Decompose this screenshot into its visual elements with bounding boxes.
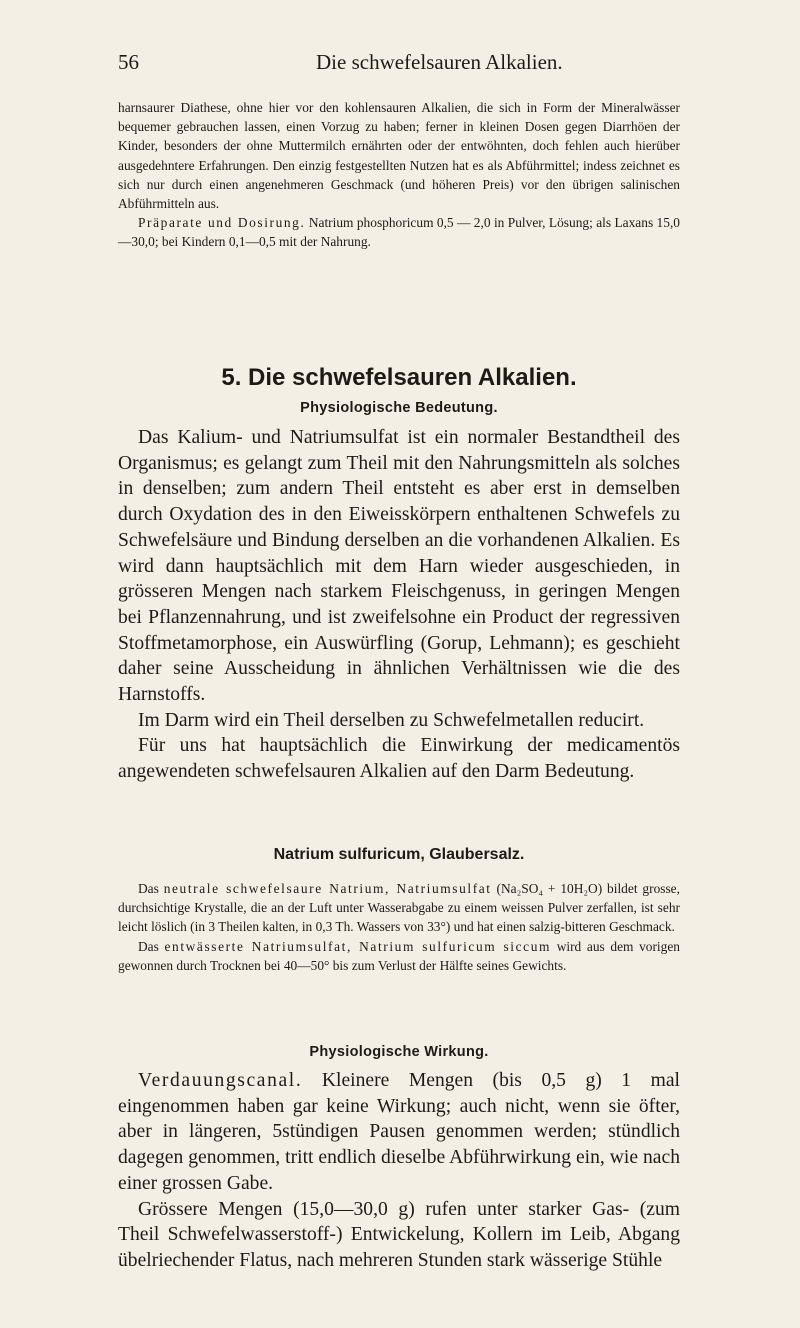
intro-text (118, 98, 680, 252)
natrium-paragraph (118, 937, 680, 975)
page-header (118, 50, 678, 80)
lead-word: Das (138, 881, 159, 896)
paragraph: Das Kalium- und Natriumsulfat ist ein normaler Bestandtheil des Organismus; es gelangt zum Theil mit den Nahrungsmitteln als solches in denselben; zum andern Theil entsteht es aber erst in demselben durch Oxydation des in den Eiweisskörpern enthaltenen Schwefels zu Schwefelsäure und Bindung derselben an die vorhandenen Alkalien. Es wird dann hauptsächlich mit dem Harn wieder ausgeschieden, in grösseren Mengen nach starkem Fleischgenuss, in geringen Mengen bei Pflanzennahrung, und ist zweifelsohne ein Product der regressiven Stoffmetamorphose, ein Auswürfling (Gorup, Lehmann); es geschieht daher seine Ausscheidung in ähnlichen Verhältnissen wie die des Harnstoffs. (118, 427, 680, 706)
paragraph: Grössere Mengen (15,0—30,0 g) rufen unter starker Gas- (zum Theil Schwefelwasserstoff-) Entwickelung, Kollern im Leib, Abgang übelriechender Flatus, nach mehreren Stunden stark wässerige Stühle (118, 1198, 680, 1271)
intro-paragraph: harnsaurer Diathese, ohne hier vor den kohlensauren Alkalien, die sich in Form der Mineralwässer bequemer gebrauchen lassen, einen Vorzug zu haben; ferner in kleinen Dosen gegen Diarrhöen der Kinder, besonders der ohne Muttermilch ernährten oder der entwöhnten, doch fehlen auch hierüber ausgedehntere Erfahrungen. Den einzig festgestellten Nutzen hat es als Abführmittel; indess zeichnet es sich nur durch einen angenehmeren Geschmack (und höheren Preis) vor den übrigen salinischen Abführmitteln aus. (118, 100, 680, 212)
body-text: wird aus dem vorigen gewonnen durch Trocknen bei 40—50° bis zum Verlust der Hälfte seines Gewichts. (118, 938, 680, 973)
natrium-text (118, 879, 680, 975)
praeparate-paragraph (118, 213, 680, 251)
sub-heading-physiologische-bedeutung: Physiologische Bedeutung. (300, 400, 498, 416)
praeparate-text: Natrium phosphoricum 0,5 — 2,0 in Pulver, Lösung; als Laxans 15,0—30,0; bei Kindern 0,1—0,5 mit der Nahrung. (118, 215, 680, 250)
running-title: Die schwefelsauren Alkalien. (316, 50, 563, 74)
wirkung-label: Verdauungscanal. (138, 1070, 303, 1091)
natrium-paragraph (118, 879, 680, 937)
natrium-heading: Natrium sulfuricum, Glaubersalz. (273, 846, 525, 863)
spaced-term: entwässerte Natriumsulfat, Natrium sulfuricum siccum (164, 938, 552, 954)
lead-word: Das (138, 938, 159, 954)
spaced-term: neutrale schwefelsaure Natrium, Natriumsulfat (163, 881, 492, 896)
paragraph: Im Darm wird ein Theil derselben zu Schwefelmetallen reducirt. (138, 709, 645, 731)
section-heading: 5. Die schwefelsauren Alkalien. (221, 364, 577, 391)
praeparate-label: Präparate und Dosirung. (138, 215, 306, 231)
body-text: Kleinere Mengen (bis 0,5 g) 1 mal eingenommen haben gar keine Wirkung; auch nicht, wenn sie öfter, aber in längeren, 5stündigen Pausen genommen werden; stündlich dagegen genommen, tritt endlich dieselbe Abführwirkung ein, wie nach einer grossen Gabe. (118, 1070, 680, 1194)
wirkung-text (118, 1068, 680, 1274)
sub-heading-physiologische-wirkung: Physiologische Wirkung. (309, 1044, 489, 1060)
main-text (118, 425, 680, 785)
paragraph: Für uns hat hauptsächlich die Einwirkung der medicamentös angewendeten schwefelsauren Alkalien auf den Darm Bedeutung. (118, 735, 680, 783)
body-text: (Na₂SO₄ + 10H₂O) bildet grosse, durchsichtige Krystalle, die an der Luft unter Wasserabgabe zu einem weissen Pulver zerfallen, ist sehr leicht löslich (in 3 Theilen kalten, in 0,3 Th. Wassers von 33°) und hat einen salzig-bitteren Geschmack. (118, 881, 680, 935)
page-number: 56 (118, 50, 139, 74)
paragraph (118, 1068, 680, 1197)
